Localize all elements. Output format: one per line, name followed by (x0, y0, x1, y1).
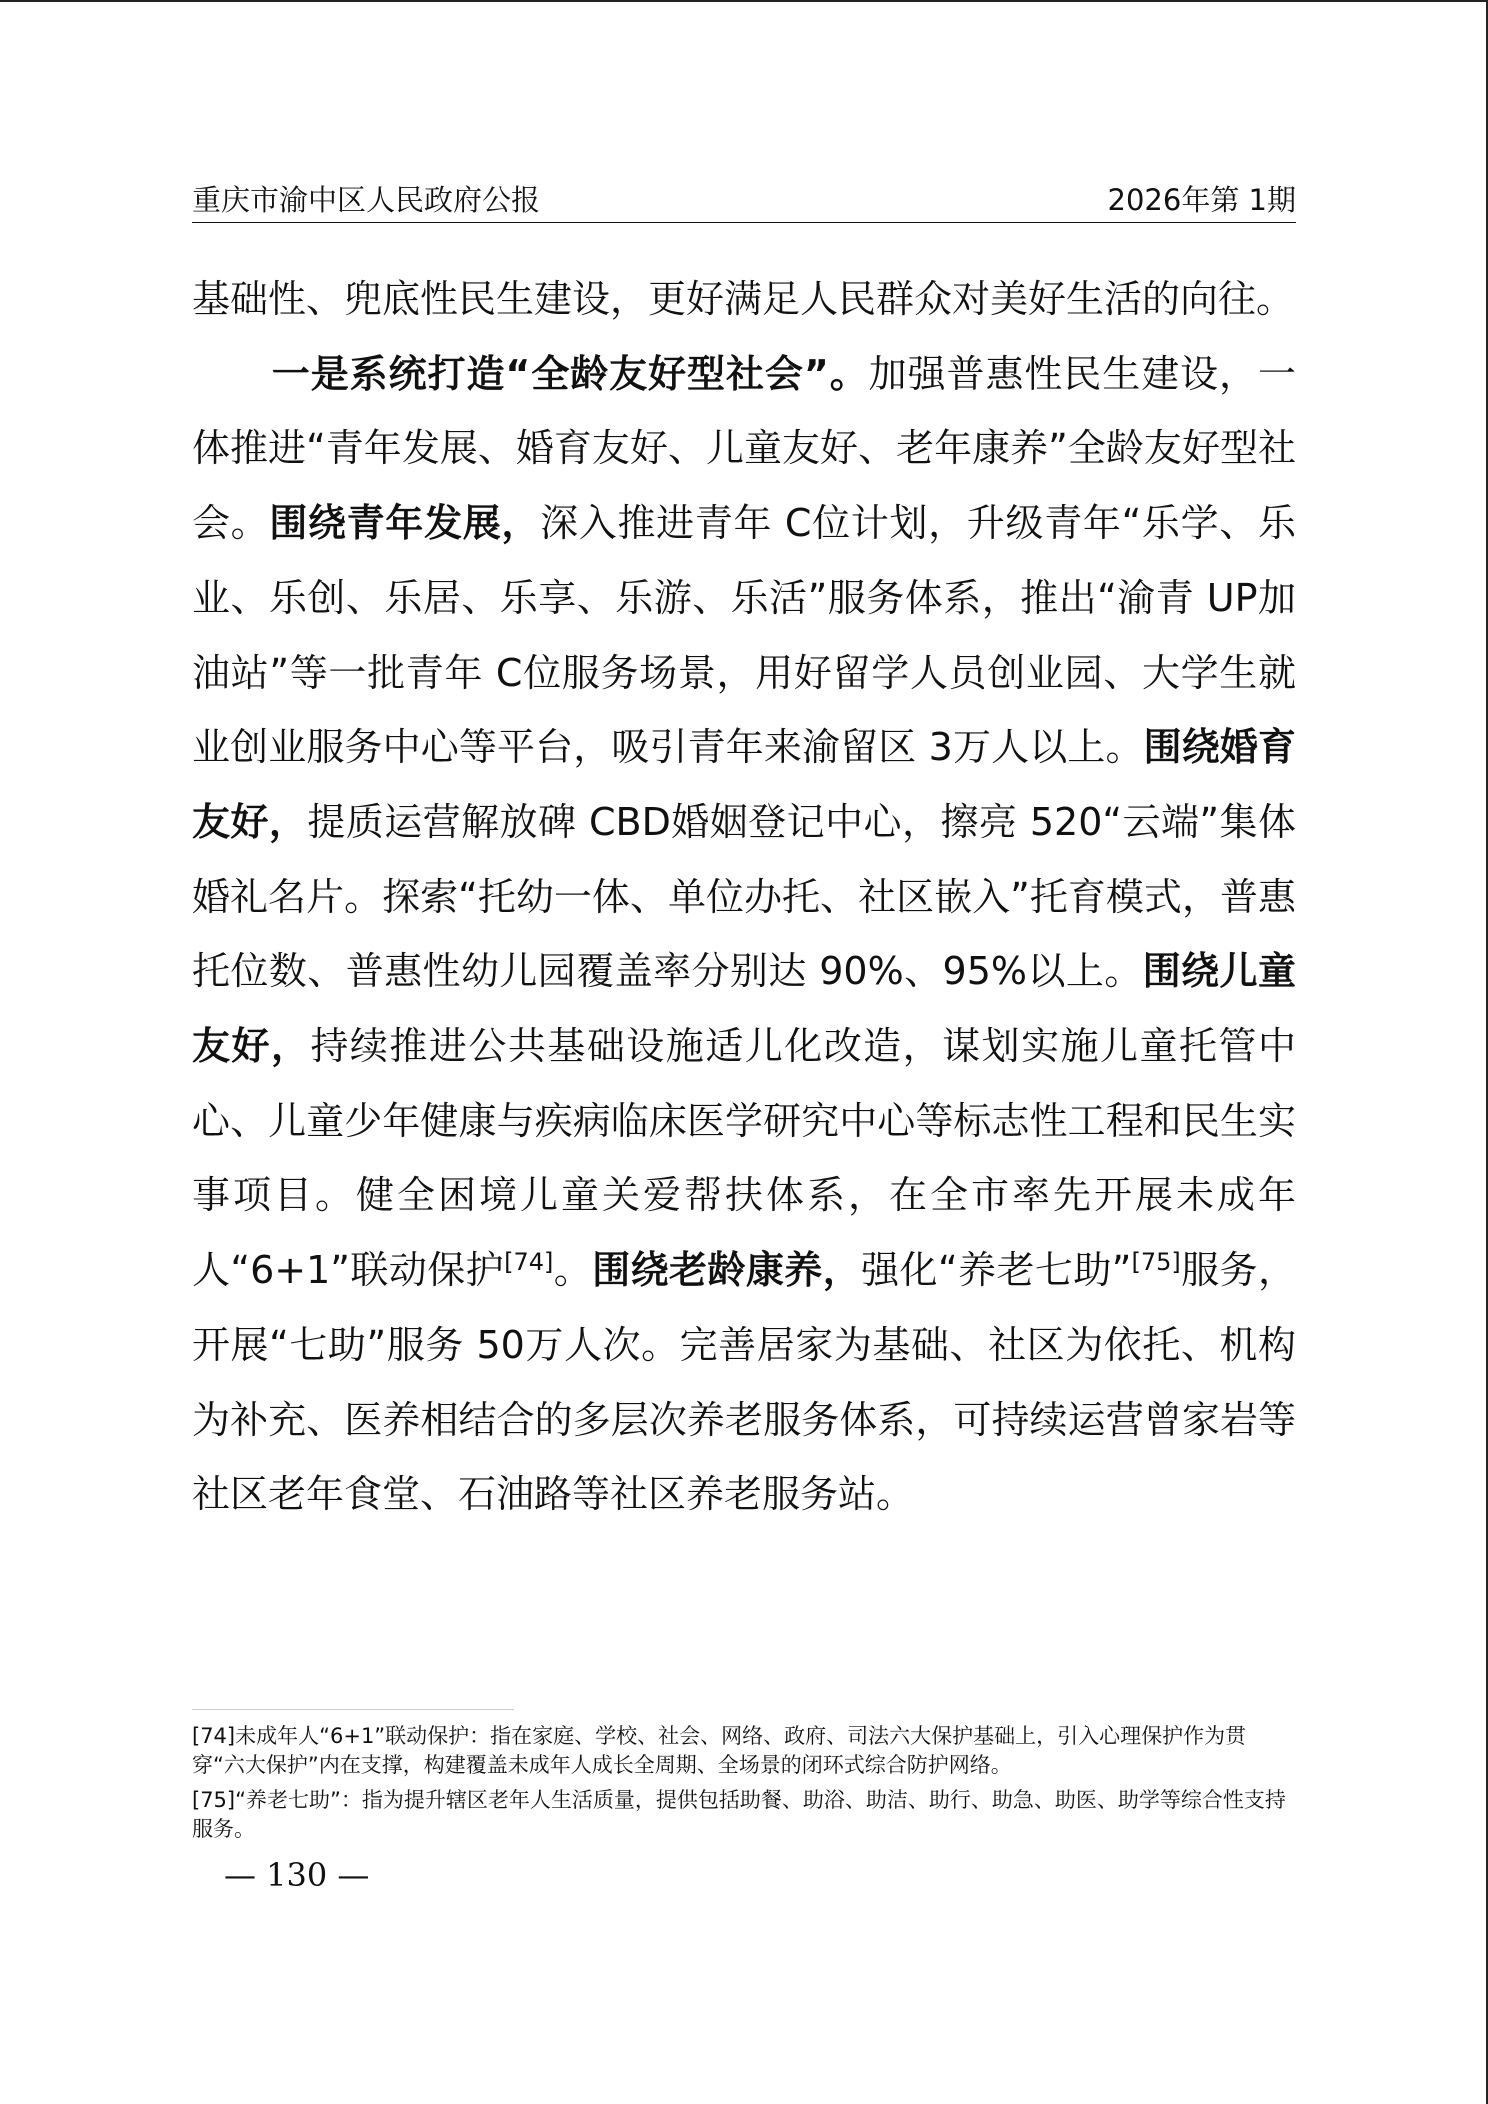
issue-label: 2026年第 1期 (1107, 183, 1296, 217)
paragraph-1: 基础性、兜底性民生建设，更好满足人民群众对美好生活的向往。 (192, 277, 1295, 321)
text-run: 提质运营解放碑 CBD婚姻登记中心，擦亮 520“云端”集体婚礼名片。探索“托幼一体、单位办托、社区嵌入”托育模式，普惠托位数、普惠性幼儿园覆盖率分别达 90%、95%以上。 (192, 799, 1296, 994)
footnote-ref-75[interactable]: [75] (1131, 1247, 1181, 1276)
topic-children: 围绕儿童友好， (192, 949, 1296, 1069)
page-number: — 130 — (224, 1856, 370, 1894)
page-header (192, 178, 1296, 223)
text-run: 。 (553, 1248, 593, 1293)
body-text (192, 262, 1296, 1532)
paragraph-2 (192, 337, 1296, 1532)
text-run: 深入推进青年 C位计划，升级青年“乐学、乐业、乐创、乐居、乐享、乐游、乐活”服务体系，推出“渝青 UP加油站”等一批青年 C位服务场景，用好留学人员创业园、大学生就业创业服务中心等平台，吸引青年来渝留区 3万人以上。 (192, 501, 1296, 770)
footnote-ref-74[interactable]: [74] (504, 1247, 554, 1276)
topic-elderly: 围绕老龄康养， (592, 1248, 862, 1293)
text-run: 持续推进公共基础设施适儿化改造，谋划实施儿童托管中心、儿童少年健康与疾病临床医学研究中心等标志性工程和民生实事项目。健全困境儿童关爱帮扶体系，在全市率先开展未成年人“6+1”联动保护 (192, 1024, 1296, 1293)
footnote-divider (192, 1709, 514, 1710)
footnote-75: [75]“养老七助”：指为提升辖区老年人生活质量，提供包括助餐、助浴、助洁、助行、助急、助医、助学等综合性支持服务。 (192, 1788, 1286, 1841)
text-run: 强化“养老七助” (861, 1248, 1132, 1293)
section-lead: 一是系统打造“全龄友好型社会”。 (271, 351, 869, 396)
page-border-top (0, 0, 1488, 2)
text-run: 加强普惠性民生建设，一体推进“青年发展、婚育友好、儿童友好、老年康养”全龄友好型社会。 (192, 351, 1296, 546)
publication-title: 重庆市渝中区人民政府公报 (192, 183, 541, 217)
footnotes (192, 1722, 1296, 1850)
topic-marriage: 围绕婚育友好， (192, 725, 1296, 844)
text-run: 服务，开展“七助”服务 50万人次。完善居家为基础、社区为依托、机构为补充、医养相结合的多层次养老服务体系，可持续运营曾家岩等社区老年食堂、石油路等社区养老服务站。 (192, 1248, 1296, 1517)
footnote-74: [74]未成年人“6+1”联动保护：指在家庭、学校、社会、网络、政府、司法六大保护基础上，引入心理保护作为贯穿“六大保护”内在支撑，构建覆盖未成年人成长全周期、全场景的闭环式综合防护网络。 (192, 1724, 1247, 1777)
topic-youth: 围绕青年发展， (269, 501, 541, 546)
